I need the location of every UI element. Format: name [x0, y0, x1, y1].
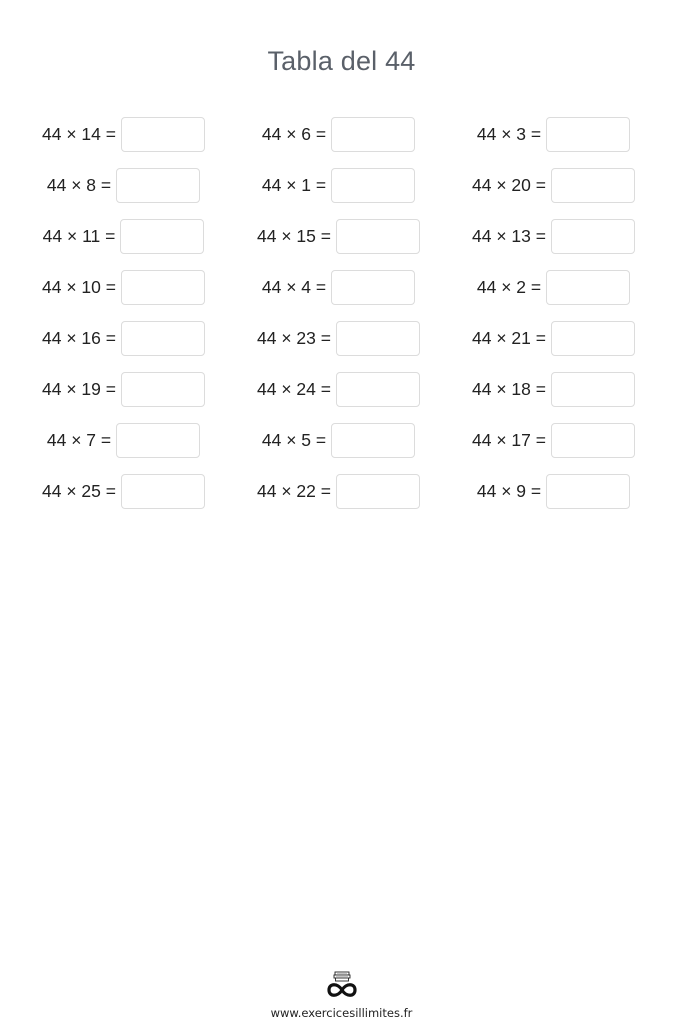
answer-input[interactable]: [551, 321, 635, 356]
infinity-books-icon: [324, 970, 360, 1000]
exercise-expression: 44 × 23 =: [257, 327, 331, 348]
exercise-row: [0, 268, 683, 306]
answer-input[interactable]: [331, 117, 415, 152]
exercise-item: [16, 370, 231, 408]
exercise-expression: 44 × 14 =: [42, 123, 116, 144]
exercise-expression: 44 × 9 =: [476, 480, 542, 501]
exercise-item: [231, 319, 446, 357]
answer-input[interactable]: [116, 168, 200, 203]
answer-input[interactable]: [551, 168, 635, 203]
exercise-item: [446, 166, 661, 204]
exercise-expression: 44 × 1 =: [261, 174, 327, 195]
answer-input[interactable]: [116, 423, 200, 458]
exercise-expression: 44 × 24 =: [257, 378, 331, 399]
exercise-item: [231, 166, 446, 204]
answer-input[interactable]: [331, 168, 415, 203]
exercise-row: [0, 370, 683, 408]
exercise-row: [0, 472, 683, 510]
exercise-expression: 44 × 8 =: [46, 174, 112, 195]
page-title: Tabla del 44: [267, 46, 416, 76]
exercise-expression: 44 × 17 =: [472, 429, 546, 450]
exercise-item: [446, 370, 661, 408]
exercise-item: [16, 166, 231, 204]
answer-input[interactable]: [551, 219, 635, 254]
exercise-item: [446, 268, 661, 306]
exercise-expression: 44 × 22 =: [257, 480, 331, 501]
exercise-item: [446, 421, 661, 459]
exercise-item: [231, 268, 446, 306]
exercise-expression: 44 × 20 =: [472, 174, 546, 195]
answer-input[interactable]: [121, 117, 205, 152]
exercise-item: [231, 472, 446, 510]
answer-input[interactable]: [121, 321, 205, 356]
answer-input[interactable]: [121, 372, 205, 407]
exercise-expression: 44 × 21 =: [472, 327, 546, 348]
exercise-item: [446, 115, 661, 153]
exercise-expression: 44 × 18 =: [472, 378, 546, 399]
footer: [0, 970, 683, 1020]
exercise-expression: 44 × 19 =: [42, 378, 116, 399]
exercise-item: [231, 421, 446, 459]
exercise-expression: 44 × 13 =: [472, 225, 546, 246]
exercise-item: [446, 319, 661, 357]
exercise-row: [0, 115, 683, 153]
exercise-expression: 44 × 2 =: [476, 276, 542, 297]
exercise-item: [16, 217, 231, 255]
exercise-item: [16, 115, 231, 153]
answer-input[interactable]: [336, 474, 420, 509]
answer-input[interactable]: [121, 474, 205, 509]
exercise-expression: 44 × 16 =: [42, 327, 116, 348]
answer-input[interactable]: [551, 372, 635, 407]
exercise-expression: 44 × 25 =: [42, 480, 116, 501]
answer-input[interactable]: [336, 372, 420, 407]
answer-input[interactable]: [546, 474, 630, 509]
exercise-row: [0, 217, 683, 255]
exercise-item: [16, 268, 231, 306]
exercise-row: [0, 166, 683, 204]
answer-input[interactable]: [336, 219, 420, 254]
answer-input[interactable]: [331, 423, 415, 458]
answer-input[interactable]: [331, 270, 415, 305]
exercise-expression: 44 × 11 =: [42, 225, 116, 246]
exercise-row: [0, 319, 683, 357]
answer-input[interactable]: [336, 321, 420, 356]
exercise-expression: 44 × 6 =: [261, 123, 327, 144]
exercise-item: [231, 115, 446, 153]
answer-input[interactable]: [121, 270, 205, 305]
exercise-expression: 44 × 5 =: [261, 429, 327, 450]
exercise-expression: 44 × 15 =: [257, 225, 331, 246]
exercise-item: [16, 319, 231, 357]
exercise-expression: 44 × 3 =: [476, 123, 542, 144]
exercise-expression: 44 × 7 =: [46, 429, 112, 450]
exercise-item: [446, 472, 661, 510]
exercise-expression: 44 × 10 =: [42, 276, 116, 297]
exercise-item: [16, 472, 231, 510]
exercise-item: [446, 217, 661, 255]
exercise-row: [0, 421, 683, 459]
exercise-item: [16, 421, 231, 459]
exercise-item: [231, 217, 446, 255]
website-url[interactable]: www.exercicesillimites.fr: [270, 1006, 413, 1020]
answer-input[interactable]: [546, 117, 630, 152]
answer-input[interactable]: [546, 270, 630, 305]
answer-input[interactable]: [551, 423, 635, 458]
exercise-expression: 44 × 4 =: [261, 276, 327, 297]
answer-input[interactable]: [120, 219, 204, 254]
exercise-item: [231, 370, 446, 408]
